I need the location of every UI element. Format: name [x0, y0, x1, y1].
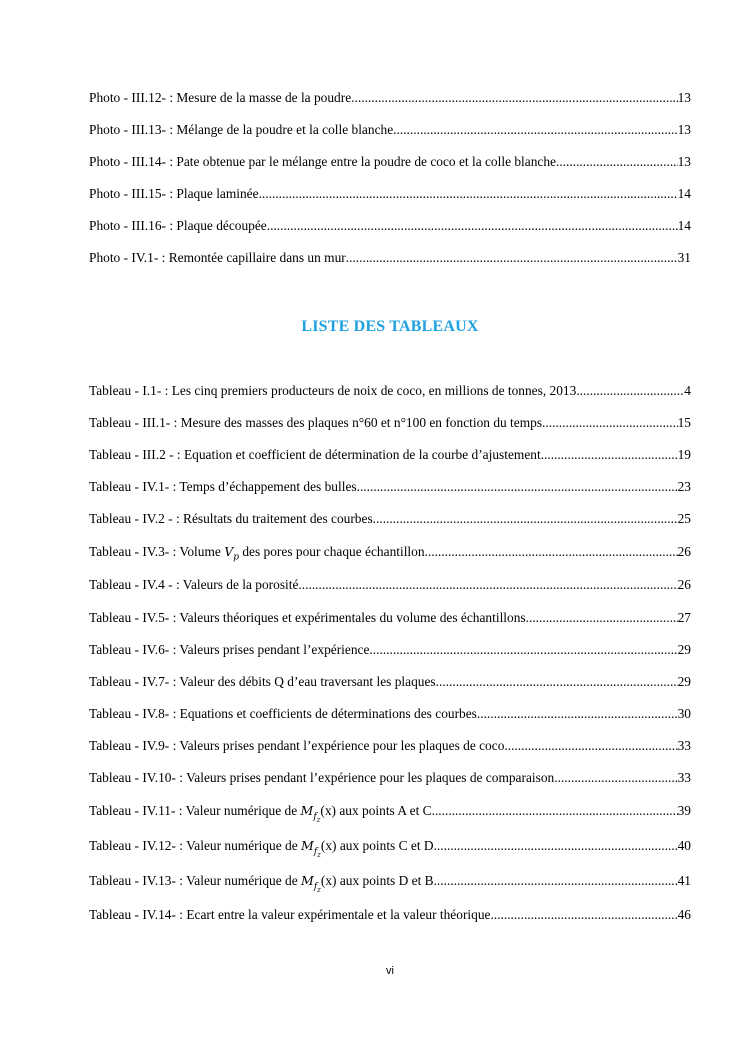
label-suffix: aux points D et B — [336, 873, 434, 888]
label-prefix: Tableau - IV.13- : Valeur numérique de — [89, 873, 302, 888]
toc-page-number: 25 — [677, 511, 691, 526]
dot-leader — [576, 382, 684, 400]
toc-entry-tableau-I-1[interactable] — [89, 382, 691, 400]
math-subsubscript: z — [317, 850, 321, 859]
toc-entry-tableau-IV-11[interactable] — [89, 802, 691, 828]
dot-leader — [346, 249, 678, 267]
toc-entry-label: Photo - III.16- : Plaque découpée — [89, 218, 267, 233]
toc-entry-tableau-IV-4[interactable] — [89, 576, 691, 594]
dot-leader — [490, 906, 677, 924]
toc-entry-label: Tableau - IV.8- : Equations et coefficients de déterminations des courbes — [89, 706, 477, 721]
toc-entry-photo-III-15[interactable] — [89, 185, 691, 203]
dot-leader — [541, 446, 678, 464]
toc-page-number: 30 — [677, 706, 691, 721]
dot-leader — [556, 153, 678, 171]
toc-page-number: 13 — [677, 122, 691, 137]
toc-entry-tableau-IV-1[interactable] — [89, 478, 691, 496]
toc-entry-photo-III-12[interactable] — [89, 89, 691, 107]
toc-entry-label — [89, 543, 425, 567]
math-subsubscript: z — [317, 885, 321, 894]
toc-page-number: 26 — [677, 577, 691, 592]
toc-entry-label: Tableau - IV.6- : Valeurs prises pendant l’expérience — [89, 642, 370, 657]
toc-entry-tableau-IV-3[interactable] — [89, 543, 691, 567]
page-footer-number: vi — [386, 965, 394, 977]
toc-entry-tableau-IV-8[interactable] — [89, 705, 691, 723]
label-suffix: aux points A et C — [336, 803, 432, 818]
math-symbol-vp — [224, 544, 239, 563]
toc-page-number: 4 — [684, 383, 691, 398]
dot-leader — [267, 217, 678, 235]
toc-entry-tableau-IV-14[interactable] — [89, 906, 691, 924]
toc-entry-label: Photo - III.15- : Plaque laminée — [89, 186, 259, 201]
math-subscript: f — [313, 811, 317, 822]
toc-entry-label: Tableau - I.1- : Les cinq premiers producteurs de noix de coco, en millions de tonnes, 2013 — [89, 383, 577, 398]
dot-leader — [542, 414, 678, 432]
math-main: M — [301, 838, 314, 853]
dot-leader — [373, 510, 678, 528]
dot-leader — [425, 543, 678, 561]
math-symbol-mfz — [301, 838, 321, 859]
toc-entry-tableau-IV-10[interactable] — [89, 769, 691, 787]
math-subscript: f — [313, 846, 318, 857]
toc-page-number: 23 — [677, 479, 691, 494]
toc-page-number: 19 — [677, 447, 691, 462]
toc-page-number: 33 — [677, 770, 691, 785]
toc-page-number: 41 — [677, 873, 691, 888]
toc-entry-label: Tableau - IV.1- : Temps d’échappement des bulles — [89, 479, 357, 494]
toc-entry-label: Photo - III.14- : Pate obtenue par le mélange entre la poudre de coco et la colle blanche — [89, 154, 556, 169]
toc-page-number: 29 — [677, 642, 691, 657]
toc-entry-label — [89, 872, 434, 898]
toc-page-number: 39 — [677, 803, 691, 818]
label-prefix: Tableau - IV.12- : Valeur numérique de — [89, 838, 302, 853]
dot-leader — [259, 185, 678, 203]
dot-leader — [432, 802, 678, 820]
toc-page-number: 29 — [677, 674, 691, 689]
math-argument: (x) — [320, 803, 336, 818]
toc-entry-label: Tableau - IV.2 - : Résultats du traitement des courbes — [89, 511, 373, 526]
toc-entry-photo-III-16[interactable] — [89, 217, 691, 235]
toc-entry-label: Tableau - III.2 - : Equation et coefficient de détermination de la courbe d’ajustement — [89, 447, 541, 462]
toc-entry-label: Tableau - III.1- : Mesure des masses des plaques n°60 et n°100 en fonction du temps — [89, 415, 543, 430]
toc-entry-tableau-IV-7[interactable] — [89, 673, 691, 691]
toc-page-number: 40 — [677, 838, 691, 853]
toc-entry-tableau-IV-12[interactable] — [89, 837, 691, 863]
toc-entry-tableau-IV-2[interactable] — [89, 510, 691, 528]
dot-leader — [526, 609, 678, 627]
toc-entry-label: Tableau - IV.7- : Valeur des débits Q d’eau traversant les plaques — [89, 674, 436, 689]
toc-entry-label: Tableau - IV.5- : Valeurs théoriques et expérimentales du volume des échantillons — [89, 610, 526, 625]
toc-entry-label: Photo - III.13- : Mélange de la poudre et la colle blanche — [89, 122, 394, 137]
toc-page-number: 46 — [677, 907, 691, 922]
dot-leader — [434, 837, 678, 855]
dot-leader — [298, 576, 677, 594]
toc-entry-tableau-III-1[interactable] — [89, 414, 691, 432]
math-main: M — [300, 803, 314, 818]
toc-entry-photo-IV-1[interactable] — [89, 249, 691, 267]
label-prefix: Tableau - IV.11- : Valeur numérique de — [89, 803, 301, 818]
dot-leader — [504, 737, 677, 755]
toc-entry-photo-III-13[interactable] — [89, 121, 691, 139]
section-title: LISTE DES TABLEAUX — [301, 318, 479, 335]
toc-entry-label — [89, 837, 434, 863]
math-subscript: p — [233, 552, 239, 563]
toc-page-number: 14 — [677, 186, 691, 201]
toc-entry-tableau-IV-13[interactable] — [89, 872, 691, 898]
dot-leader — [369, 641, 677, 659]
toc-page-number: 27 — [677, 610, 691, 625]
label-suffix: des pores pour chaque échantillon — [238, 544, 425, 559]
toc-entry-tableau-III-2[interactable] — [89, 446, 691, 464]
toc-entry-label — [89, 802, 432, 828]
math-argument: (x) — [320, 838, 337, 853]
dot-leader — [351, 89, 677, 107]
math-subscript: f — [313, 881, 318, 892]
math-main: V — [224, 544, 234, 559]
math-subsubscript: z — [316, 815, 321, 824]
toc-page-number: 15 — [677, 415, 691, 430]
toc-entry-photo-III-14[interactable] — [89, 153, 691, 171]
math-argument: (x) — [320, 873, 337, 888]
toc-entry-tableau-IV-5[interactable] — [89, 609, 691, 627]
dot-leader — [393, 121, 677, 139]
toc-page-number: 31 — [677, 250, 691, 265]
toc-entry-label: Photo - IV.1- : Remontée capillaire dans un mur — [89, 250, 346, 265]
label-prefix: Tableau - IV.3- : Volume — [89, 544, 225, 559]
dot-leader — [434, 872, 678, 890]
toc-entry-label: Tableau - IV.10- : Valeurs prises pendant l’expérience pour les plaques de comparaison — [89, 770, 555, 785]
toc-entry-tableau-IV-6[interactable] — [89, 641, 691, 659]
dot-leader — [357, 478, 678, 496]
toc-entry-label: Tableau - IV.9- : Valeurs prises pendant l’expérience pour les plaques de coco — [89, 738, 505, 753]
toc-page-number: 14 — [677, 218, 691, 233]
dot-leader — [477, 705, 678, 723]
toc-entry-tableau-IV-9[interactable] — [89, 737, 691, 755]
toc-page-number: 33 — [677, 738, 691, 753]
toc-entry-label: Tableau - IV.4 - : Valeurs de la porosité — [89, 577, 299, 592]
toc-page-number: 26 — [677, 544, 691, 559]
math-symbol-mfz — [301, 873, 321, 894]
math-symbol-mfz — [300, 803, 321, 824]
math-main: M — [301, 873, 314, 888]
toc-entry-label: Tableau - IV.14- : Ecart entre la valeur expérimentale et la valeur théorique — [89, 907, 491, 922]
dot-leader — [554, 769, 677, 787]
toc-page-number: 13 — [677, 90, 691, 105]
dot-leader — [436, 673, 678, 691]
toc-page-number: 13 — [677, 154, 691, 169]
toc-entry-label: Photo - III.12- : Mesure de la masse de la poudre — [89, 90, 352, 105]
label-suffix: aux points C et D — [336, 838, 434, 853]
